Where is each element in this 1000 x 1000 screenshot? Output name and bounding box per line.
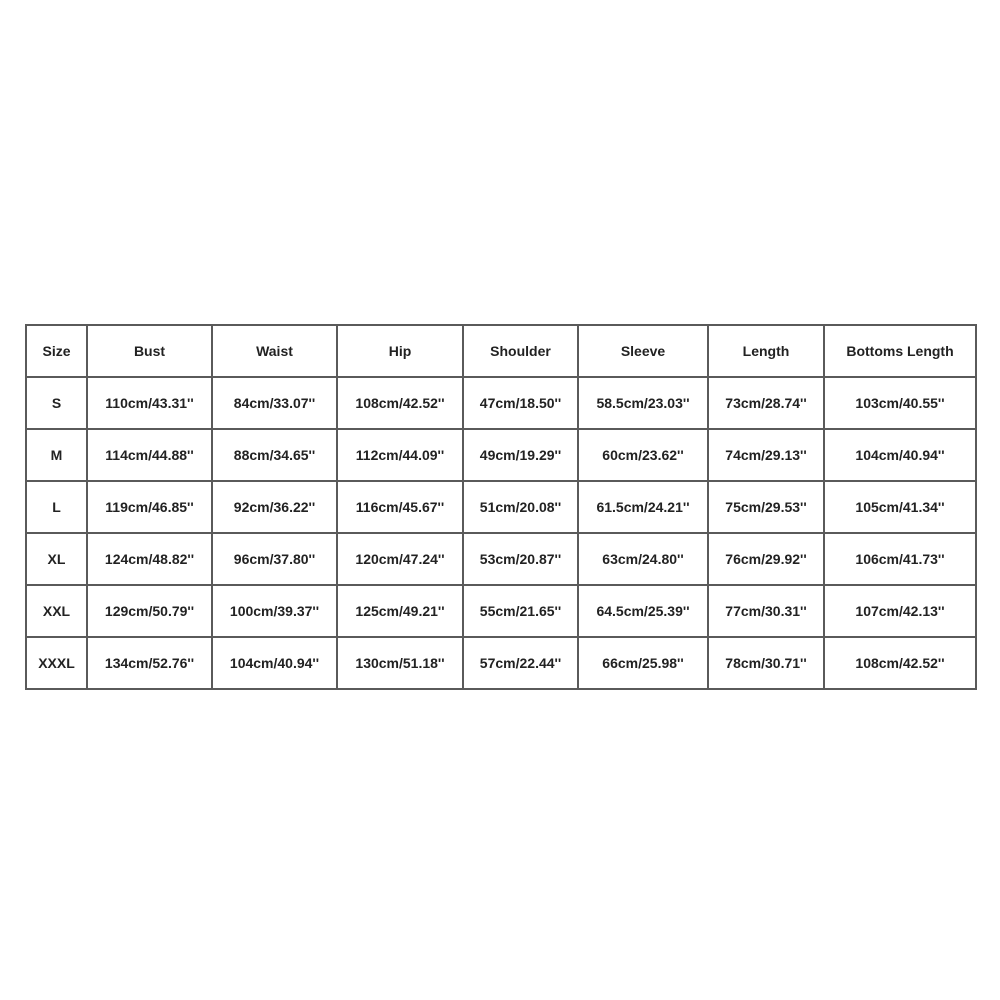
table-cell: 104cm/40.94'' xyxy=(824,429,976,481)
table-cell: 61.5cm/24.21'' xyxy=(578,481,708,533)
column-header: Sleeve xyxy=(578,325,708,377)
table-cell: 60cm/23.62'' xyxy=(578,429,708,481)
table-cell: 104cm/40.94'' xyxy=(212,637,337,689)
table-row xyxy=(26,637,976,689)
table-cell: 47cm/18.50'' xyxy=(463,377,578,429)
size-cell: XXL xyxy=(26,585,87,637)
table-cell: 120cm/47.24'' xyxy=(337,533,463,585)
table-cell: 116cm/45.67'' xyxy=(337,481,463,533)
size-cell: XXXL xyxy=(26,637,87,689)
table-cell: 107cm/42.13'' xyxy=(824,585,976,637)
table-cell: 78cm/30.71'' xyxy=(708,637,824,689)
column-header: Bust xyxy=(87,325,212,377)
table-cell: 112cm/44.09'' xyxy=(337,429,463,481)
size-cell: M xyxy=(26,429,87,481)
table-cell: 96cm/37.80'' xyxy=(212,533,337,585)
table-cell: 58.5cm/23.03'' xyxy=(578,377,708,429)
table-cell: 119cm/46.85'' xyxy=(87,481,212,533)
table-cell: 57cm/22.44'' xyxy=(463,637,578,689)
table-cell: 92cm/36.22'' xyxy=(212,481,337,533)
column-header: Size xyxy=(26,325,87,377)
column-header: Hip xyxy=(337,325,463,377)
table-cell: 110cm/43.31'' xyxy=(87,377,212,429)
table-cell: 64.5cm/25.39'' xyxy=(578,585,708,637)
table-cell: 51cm/20.08'' xyxy=(463,481,578,533)
table-cell: 75cm/29.53'' xyxy=(708,481,824,533)
table-cell: 130cm/51.18'' xyxy=(337,637,463,689)
table-cell: 125cm/49.21'' xyxy=(337,585,463,637)
size-cell: S xyxy=(26,377,87,429)
table-cell: 108cm/42.52'' xyxy=(337,377,463,429)
table-cell: 55cm/21.65'' xyxy=(463,585,578,637)
table-row xyxy=(26,533,976,585)
table-cell: 76cm/29.92'' xyxy=(708,533,824,585)
size-cell: XL xyxy=(26,533,87,585)
table-cell: 73cm/28.74'' xyxy=(708,377,824,429)
table-cell: 114cm/44.88'' xyxy=(87,429,212,481)
table-cell: 77cm/30.31'' xyxy=(708,585,824,637)
table-cell: 129cm/50.79'' xyxy=(87,585,212,637)
table-cell: 49cm/19.29'' xyxy=(463,429,578,481)
column-header: Bottoms Length xyxy=(824,325,976,377)
table-cell: 100cm/39.37'' xyxy=(212,585,337,637)
table-cell: 106cm/41.73'' xyxy=(824,533,976,585)
table-cell: 134cm/52.76'' xyxy=(87,637,212,689)
size-chart-table xyxy=(25,324,977,690)
size-cell: L xyxy=(26,481,87,533)
table-cell: 88cm/34.65'' xyxy=(212,429,337,481)
table-cell: 84cm/33.07'' xyxy=(212,377,337,429)
column-header: Waist xyxy=(212,325,337,377)
table-header-row xyxy=(26,325,976,377)
table-cell: 103cm/40.55'' xyxy=(824,377,976,429)
table-cell: 66cm/25.98'' xyxy=(578,637,708,689)
table-cell: 53cm/20.87'' xyxy=(463,533,578,585)
column-header: Shoulder xyxy=(463,325,578,377)
table-cell: 124cm/48.82'' xyxy=(87,533,212,585)
table-cell: 63cm/24.80'' xyxy=(578,533,708,585)
table-cell: 74cm/29.13'' xyxy=(708,429,824,481)
table-row xyxy=(26,481,976,533)
table-row xyxy=(26,429,976,481)
column-header: Length xyxy=(708,325,824,377)
table-row xyxy=(26,585,976,637)
table-cell: 108cm/42.52'' xyxy=(824,637,976,689)
table-cell: 105cm/41.34'' xyxy=(824,481,976,533)
table-row xyxy=(26,377,976,429)
